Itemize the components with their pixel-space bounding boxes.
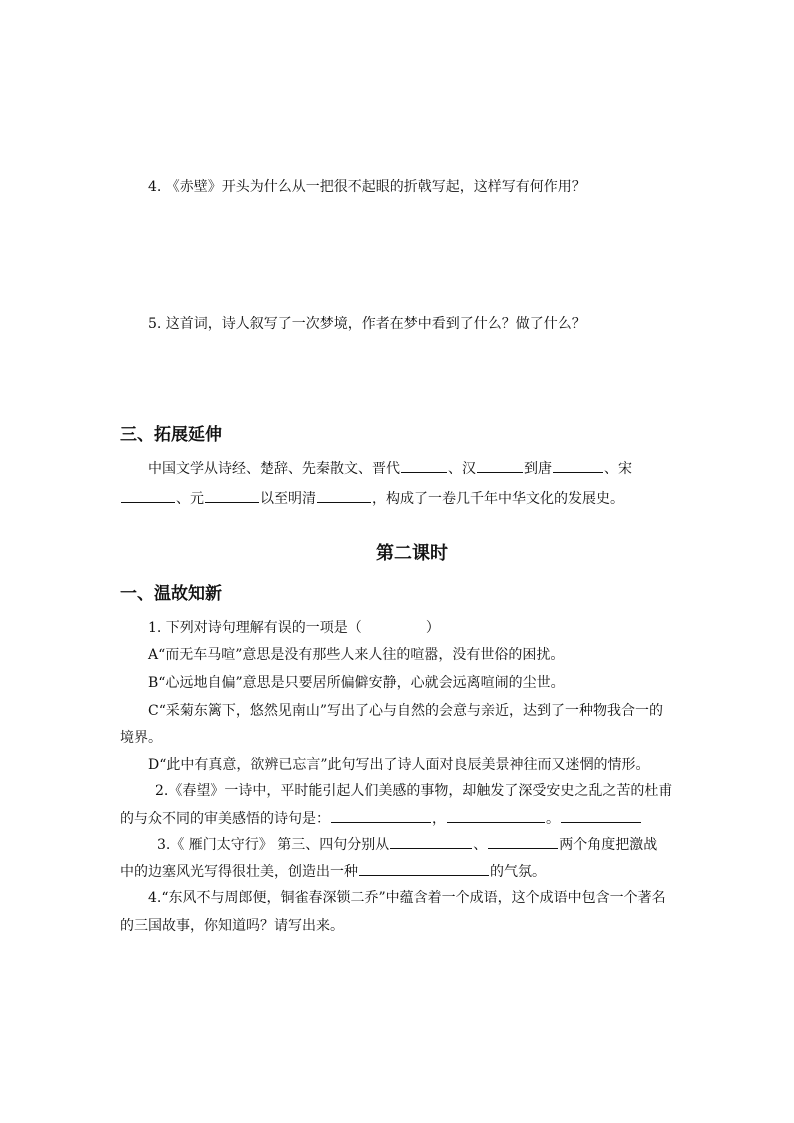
option-a: A“而无车马喧”意思是没有那些人来人往的喧嚣，没有世俗的困扰。 bbox=[148, 647, 565, 663]
text-segment: 3.《 雁门太守行》 第三、四句分别从 bbox=[157, 837, 390, 853]
question-2-line-2 bbox=[120, 808, 642, 829]
option-d: D“此中有真意，欲辨已忘言”此句写出了诗人面对良辰美景神往而又迷惘的情形。 bbox=[148, 757, 650, 773]
option-c-line-2: 境界。 bbox=[120, 730, 162, 746]
section-3-heading: 三、拓展延伸 bbox=[120, 425, 222, 445]
answer-blank[interactable] bbox=[401, 458, 447, 473]
text-segment: 、宋 bbox=[604, 461, 632, 477]
text-segment: 以至明清 bbox=[260, 491, 316, 507]
question-5-dream: 5. 这首词，诗人叙写了一次梦境，作者在梦中看到了什么？做了什么？ bbox=[148, 316, 586, 332]
text-segment: ） bbox=[425, 620, 440, 636]
answer-blank[interactable] bbox=[561, 808, 641, 823]
question-4-idiom-line-1: 4.“东风不与周郎便，铜雀春深锁二乔”中蕴含着一个成语，这个成语中包含一个著名 bbox=[148, 890, 666, 906]
answer-blank[interactable] bbox=[390, 834, 472, 849]
text-segment: 到唐 bbox=[524, 461, 552, 477]
text-segment: 中的边塞风光写得很壮美，创造出一种 bbox=[120, 864, 358, 880]
answer-blank[interactable] bbox=[488, 834, 558, 849]
section-1-heading: 一、温故知新 bbox=[120, 584, 222, 604]
answer-blank[interactable] bbox=[447, 808, 545, 823]
option-c-line-1: C“采菊东篱下，悠然见南山”写出了心与自然的会意与亲近，达到了一种物我合一的 bbox=[148, 703, 664, 719]
question-4-chibi: 4. 《赤壁》开头为什么从一把很不起眼的折戟写起，这样写有何作用？ bbox=[148, 179, 586, 195]
option-b: B“心远地自偏”意思是只要居所偏僻安静，心就会远离喧闹的尘世。 bbox=[148, 675, 565, 691]
question-3-line-1 bbox=[157, 834, 657, 855]
text-segment: 两个角度把激战 bbox=[559, 837, 658, 853]
answer-blank[interactable] bbox=[205, 488, 259, 503]
section-3-line-2 bbox=[120, 488, 624, 509]
answer-blank[interactable] bbox=[121, 488, 175, 503]
text-segment: 1. 下列对诗句理解有误的一项是（ bbox=[148, 620, 362, 636]
text-segment: 、 bbox=[473, 837, 488, 853]
text-segment: 的与众不同的审美感悟的诗句是： bbox=[120, 811, 330, 827]
text-segment: ，构成了一卷几千年中华文化的发展史。 bbox=[372, 491, 624, 507]
text-segment: ， bbox=[432, 811, 446, 827]
answer-blank[interactable] bbox=[553, 458, 603, 473]
question-3-line-2 bbox=[120, 861, 546, 882]
question-2-line-1: 2.《春望》一诗中，平时能引起人们美感的事物，却触发了深受安史之乱之苦的杜甫 bbox=[155, 783, 673, 799]
lesson-2-title: 第二课时 bbox=[376, 543, 448, 564]
text-segment: 、元 bbox=[176, 491, 204, 507]
section-3-line-1 bbox=[148, 458, 632, 479]
question-4-idiom-line-2: 的三国故事，你知道吗？请写出来。 bbox=[120, 918, 344, 934]
text-segment: 中国文学从诗经、楚辞、先秦散文、晋代 bbox=[148, 461, 400, 477]
text-segment: 的气氛。 bbox=[490, 864, 546, 880]
answer-blank[interactable] bbox=[477, 458, 523, 473]
question-1-stem bbox=[148, 618, 440, 638]
answer-blank[interactable] bbox=[317, 488, 371, 503]
answer-blank[interactable] bbox=[359, 861, 489, 876]
text-segment: 。 bbox=[546, 811, 560, 827]
answer-blank[interactable] bbox=[331, 808, 431, 823]
text-segment: 、汉 bbox=[448, 461, 476, 477]
